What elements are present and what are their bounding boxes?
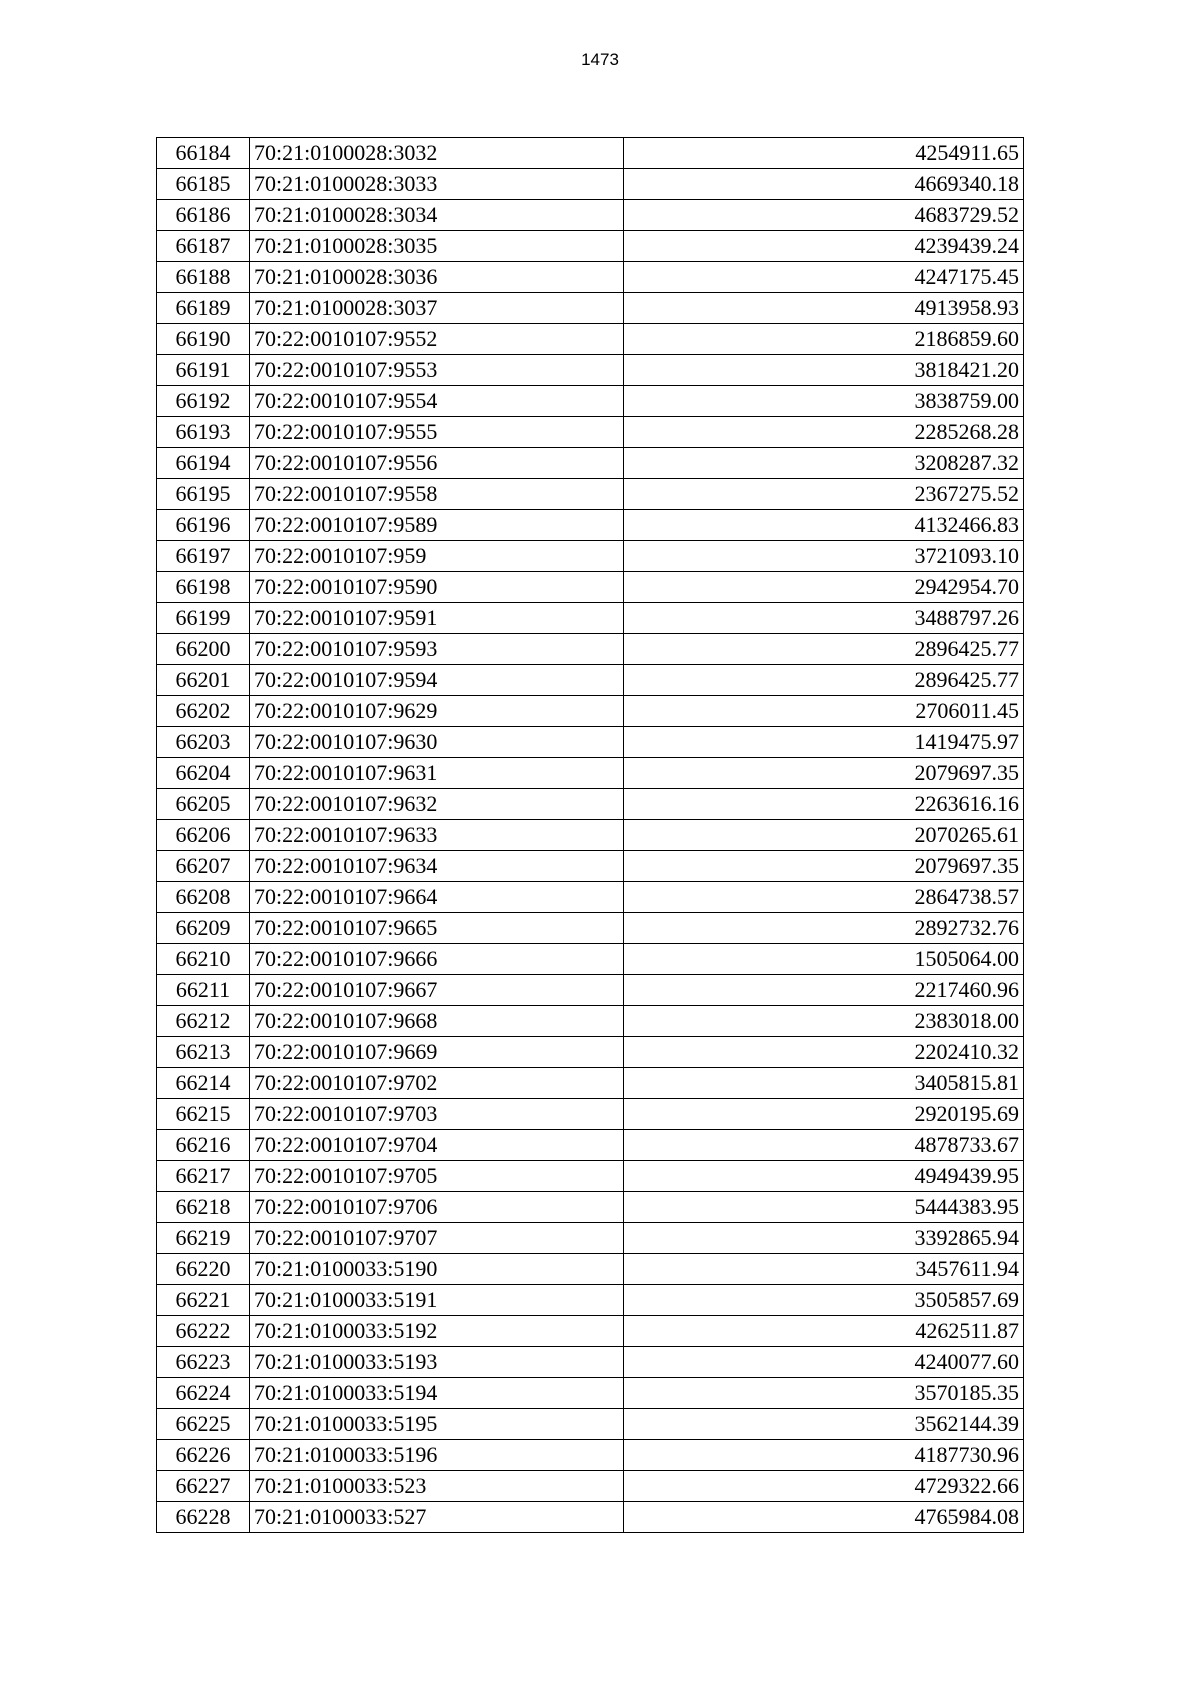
row-number-cell: 66223 — [157, 1347, 250, 1378]
table-row — [157, 820, 1024, 851]
row-number-cell: 66199 — [157, 603, 250, 634]
cadastral-value-cell: 1505064.00 — [624, 944, 1024, 975]
row-number-cell: 66187 — [157, 231, 250, 262]
row-number-cell: 66219 — [157, 1223, 250, 1254]
table-row — [157, 1409, 1024, 1440]
cadastral-number-cell: 70:22:0010107:9591 — [250, 603, 624, 634]
cadastral-value-cell: 3818421.20 — [624, 355, 1024, 386]
cadastral-value-cell: 4683729.52 — [624, 200, 1024, 231]
cadastral-number-cell: 70:22:0010107:9555 — [250, 417, 624, 448]
row-number-cell: 66193 — [157, 417, 250, 448]
row-number-cell: 66190 — [157, 324, 250, 355]
table-row — [157, 913, 1024, 944]
cadastral-number-cell: 70:22:0010107:9705 — [250, 1161, 624, 1192]
row-number-cell: 66197 — [157, 541, 250, 572]
row-number-cell: 66184 — [157, 138, 250, 169]
cadastral-number-cell: 70:22:0010107:9629 — [250, 696, 624, 727]
cadastral-value-cell: 3392865.94 — [624, 1223, 1024, 1254]
table-row — [157, 1347, 1024, 1378]
row-number-cell: 66225 — [157, 1409, 250, 1440]
cadastral-value-cell: 4132466.83 — [624, 510, 1024, 541]
table-row — [157, 851, 1024, 882]
cadastral-value-cell: 4239439.24 — [624, 231, 1024, 262]
cadastral-number-cell: 70:21:0100033:5194 — [250, 1378, 624, 1409]
table-row — [157, 262, 1024, 293]
table-row — [157, 1440, 1024, 1471]
page-number: 1473 — [581, 50, 619, 69]
table-row — [157, 1471, 1024, 1502]
row-number-cell: 66226 — [157, 1440, 250, 1471]
cadastral-value-cell: 4765984.08 — [624, 1502, 1024, 1533]
row-number-cell: 66220 — [157, 1254, 250, 1285]
cadastral-number-cell: 70:22:0010107:9706 — [250, 1192, 624, 1223]
table-row — [157, 1192, 1024, 1223]
row-number-cell: 66186 — [157, 200, 250, 231]
row-number-cell: 66218 — [157, 1192, 250, 1223]
row-number-cell: 66228 — [157, 1502, 250, 1533]
cadastral-number-cell: 70:22:0010107:9665 — [250, 913, 624, 944]
cadastral-value-cell: 2367275.52 — [624, 479, 1024, 510]
row-number-cell: 66200 — [157, 634, 250, 665]
cadastral-number-cell: 70:21:0100028:3034 — [250, 200, 624, 231]
cadastral-value-cell: 3505857.69 — [624, 1285, 1024, 1316]
cadastral-number-cell: 70:22:0010107:9552 — [250, 324, 624, 355]
row-number-cell: 66188 — [157, 262, 250, 293]
cadastral-number-cell: 70:22:0010107:9554 — [250, 386, 624, 417]
row-number-cell: 66185 — [157, 169, 250, 200]
cadastral-value-cell: 2706011.45 — [624, 696, 1024, 727]
table-row — [157, 1223, 1024, 1254]
cadastral-number-cell: 70:21:0100028:3033 — [250, 169, 624, 200]
cadastral-number-cell: 70:22:0010107:9668 — [250, 1006, 624, 1037]
cadastral-value-table — [156, 137, 1024, 1533]
table-row — [157, 386, 1024, 417]
row-number-cell: 66198 — [157, 572, 250, 603]
cadastral-value-cell: 2070265.61 — [624, 820, 1024, 851]
row-number-cell: 66210 — [157, 944, 250, 975]
cadastral-number-cell: 70:22:0010107:9553 — [250, 355, 624, 386]
row-number-cell: 66201 — [157, 665, 250, 696]
cadastral-number-cell: 70:21:0100033:5193 — [250, 1347, 624, 1378]
cadastral-number-cell: 70:22:0010107:9634 — [250, 851, 624, 882]
cadastral-number-cell: 70:21:0100033:5196 — [250, 1440, 624, 1471]
cadastral-number-cell: 70:22:0010107:9707 — [250, 1223, 624, 1254]
cadastral-value-cell: 3721093.10 — [624, 541, 1024, 572]
cadastral-number-cell: 70:22:0010107:9633 — [250, 820, 624, 851]
table-row — [157, 758, 1024, 789]
row-number-cell: 66214 — [157, 1068, 250, 1099]
cadastral-value-cell: 3570185.35 — [624, 1378, 1024, 1409]
cadastral-value-cell: 4262511.87 — [624, 1316, 1024, 1347]
cadastral-value-cell: 3838759.00 — [624, 386, 1024, 417]
row-number-cell: 66206 — [157, 820, 250, 851]
row-number-cell: 66194 — [157, 448, 250, 479]
table-body — [157, 138, 1024, 1533]
row-number-cell: 66203 — [157, 727, 250, 758]
cadastral-number-cell: 70:22:0010107:9556 — [250, 448, 624, 479]
cadastral-number-cell: 70:22:0010107:9590 — [250, 572, 624, 603]
row-number-cell: 66211 — [157, 975, 250, 1006]
cadastral-value-cell: 2217460.96 — [624, 975, 1024, 1006]
cadastral-number-cell: 70:22:0010107:9594 — [250, 665, 624, 696]
cadastral-value-cell: 4187730.96 — [624, 1440, 1024, 1471]
cadastral-value-cell: 2942954.70 — [624, 572, 1024, 603]
table-row — [157, 479, 1024, 510]
row-number-cell: 66207 — [157, 851, 250, 882]
row-number-cell: 66195 — [157, 479, 250, 510]
cadastral-number-cell: 70:21:0100028:3032 — [250, 138, 624, 169]
cadastral-value-cell: 4949439.95 — [624, 1161, 1024, 1192]
row-number-cell: 66191 — [157, 355, 250, 386]
table-row — [157, 975, 1024, 1006]
cadastral-value-cell: 2896425.77 — [624, 665, 1024, 696]
cadastral-value-cell: 5444383.95 — [624, 1192, 1024, 1223]
row-number-cell: 66205 — [157, 789, 250, 820]
table-row — [157, 1254, 1024, 1285]
cadastral-number-cell: 70:22:0010107:9631 — [250, 758, 624, 789]
cadastral-number-cell: 70:22:0010107:9704 — [250, 1130, 624, 1161]
cadastral-value-cell: 2864738.57 — [624, 882, 1024, 913]
row-number-cell: 66208 — [157, 882, 250, 913]
table-row — [157, 1130, 1024, 1161]
cadastral-number-cell: 70:21:0100028:3036 — [250, 262, 624, 293]
cadastral-value-cell: 1419475.97 — [624, 727, 1024, 758]
table-row — [157, 665, 1024, 696]
table-row — [157, 603, 1024, 634]
table-row — [157, 1285, 1024, 1316]
table-row — [157, 1068, 1024, 1099]
cadastral-value-cell: 4247175.45 — [624, 262, 1024, 293]
cadastral-value-cell: 2892732.76 — [624, 913, 1024, 944]
cadastral-value-cell: 4878733.67 — [624, 1130, 1024, 1161]
table-row — [157, 1037, 1024, 1068]
cadastral-number-cell: 70:21:0100033:5195 — [250, 1409, 624, 1440]
cadastral-value-cell: 2079697.35 — [624, 758, 1024, 789]
table-row — [157, 541, 1024, 572]
cadastral-number-cell: 70:21:0100033:5190 — [250, 1254, 624, 1285]
cadastral-number-cell: 70:22:0010107:9666 — [250, 944, 624, 975]
table-row — [157, 1006, 1024, 1037]
table-row — [157, 1378, 1024, 1409]
cadastral-number-cell: 70:22:0010107:9630 — [250, 727, 624, 758]
cadastral-value-cell: 4913958.93 — [624, 293, 1024, 324]
cadastral-value-cell: 2896425.77 — [624, 634, 1024, 665]
cadastral-value-cell: 2920195.69 — [624, 1099, 1024, 1130]
table-row — [157, 417, 1024, 448]
cadastral-value-cell: 3208287.32 — [624, 448, 1024, 479]
cadastral-number-cell: 70:22:0010107:9664 — [250, 882, 624, 913]
cadastral-value-cell: 4254911.65 — [624, 138, 1024, 169]
row-number-cell: 66217 — [157, 1161, 250, 1192]
cadastral-number-cell: 70:22:0010107:9632 — [250, 789, 624, 820]
table-row — [157, 944, 1024, 975]
row-number-cell: 66216 — [157, 1130, 250, 1161]
table-row — [157, 572, 1024, 603]
row-number-cell: 66213 — [157, 1037, 250, 1068]
row-number-cell: 66189 — [157, 293, 250, 324]
row-number-cell: 66196 — [157, 510, 250, 541]
cadastral-value-cell: 2202410.32 — [624, 1037, 1024, 1068]
cadastral-number-cell: 70:22:0010107:9667 — [250, 975, 624, 1006]
cadastral-value-cell: 3562144.39 — [624, 1409, 1024, 1440]
cadastral-number-cell: 70:21:0100028:3035 — [250, 231, 624, 262]
cadastral-number-cell: 70:21:0100028:3037 — [250, 293, 624, 324]
table-row — [157, 138, 1024, 169]
row-number-cell: 66215 — [157, 1099, 250, 1130]
cadastral-value-cell: 2186859.60 — [624, 324, 1024, 355]
table-row — [157, 231, 1024, 262]
table-row — [157, 200, 1024, 231]
row-number-cell: 66227 — [157, 1471, 250, 1502]
table-row — [157, 727, 1024, 758]
cadastral-value-cell: 3488797.26 — [624, 603, 1024, 634]
table-row — [157, 448, 1024, 479]
cadastral-number-cell: 70:22:0010107:9703 — [250, 1099, 624, 1130]
table-row — [157, 696, 1024, 727]
table-row — [157, 169, 1024, 200]
table-row — [157, 510, 1024, 541]
cadastral-number-cell: 70:21:0100033:5191 — [250, 1285, 624, 1316]
table-row — [157, 1099, 1024, 1130]
table-row — [157, 1161, 1024, 1192]
cadastral-value-cell: 4669340.18 — [624, 169, 1024, 200]
cadastral-number-cell: 70:22:0010107:9593 — [250, 634, 624, 665]
table-row — [157, 355, 1024, 386]
cadastral-number-cell: 70:22:0010107:9589 — [250, 510, 624, 541]
row-number-cell: 66221 — [157, 1285, 250, 1316]
row-number-cell: 66204 — [157, 758, 250, 789]
cadastral-number-cell: 70:21:0100033:523 — [250, 1471, 624, 1502]
cadastral-value-cell: 2285268.28 — [624, 417, 1024, 448]
cadastral-value-cell: 2263616.16 — [624, 789, 1024, 820]
cadastral-value-cell: 2079697.35 — [624, 851, 1024, 882]
table-row — [157, 293, 1024, 324]
row-number-cell: 66212 — [157, 1006, 250, 1037]
row-number-cell: 66224 — [157, 1378, 250, 1409]
row-number-cell: 66192 — [157, 386, 250, 417]
table-row — [157, 882, 1024, 913]
table-row — [157, 324, 1024, 355]
table-row — [157, 1316, 1024, 1347]
cadastral-value-cell: 4240077.60 — [624, 1347, 1024, 1378]
table-row — [157, 789, 1024, 820]
cadastral-number-cell: 70:22:0010107:959 — [250, 541, 624, 572]
row-number-cell: 66202 — [157, 696, 250, 727]
cadastral-number-cell: 70:22:0010107:9669 — [250, 1037, 624, 1068]
cadastral-value-cell: 3405815.81 — [624, 1068, 1024, 1099]
cadastral-number-cell: 70:21:0100033:5192 — [250, 1316, 624, 1347]
table-row — [157, 634, 1024, 665]
cadastral-value-cell: 3457611.94 — [624, 1254, 1024, 1285]
cadastral-value-cell: 2383018.00 — [624, 1006, 1024, 1037]
row-number-cell: 66222 — [157, 1316, 250, 1347]
cadastral-number-cell: 70:21:0100033:527 — [250, 1502, 624, 1533]
cadastral-value-cell: 4729322.66 — [624, 1471, 1024, 1502]
cadastral-number-cell: 70:22:0010107:9702 — [250, 1068, 624, 1099]
table-row — [157, 1502, 1024, 1533]
row-number-cell: 66209 — [157, 913, 250, 944]
cadastral-number-cell: 70:22:0010107:9558 — [250, 479, 624, 510]
